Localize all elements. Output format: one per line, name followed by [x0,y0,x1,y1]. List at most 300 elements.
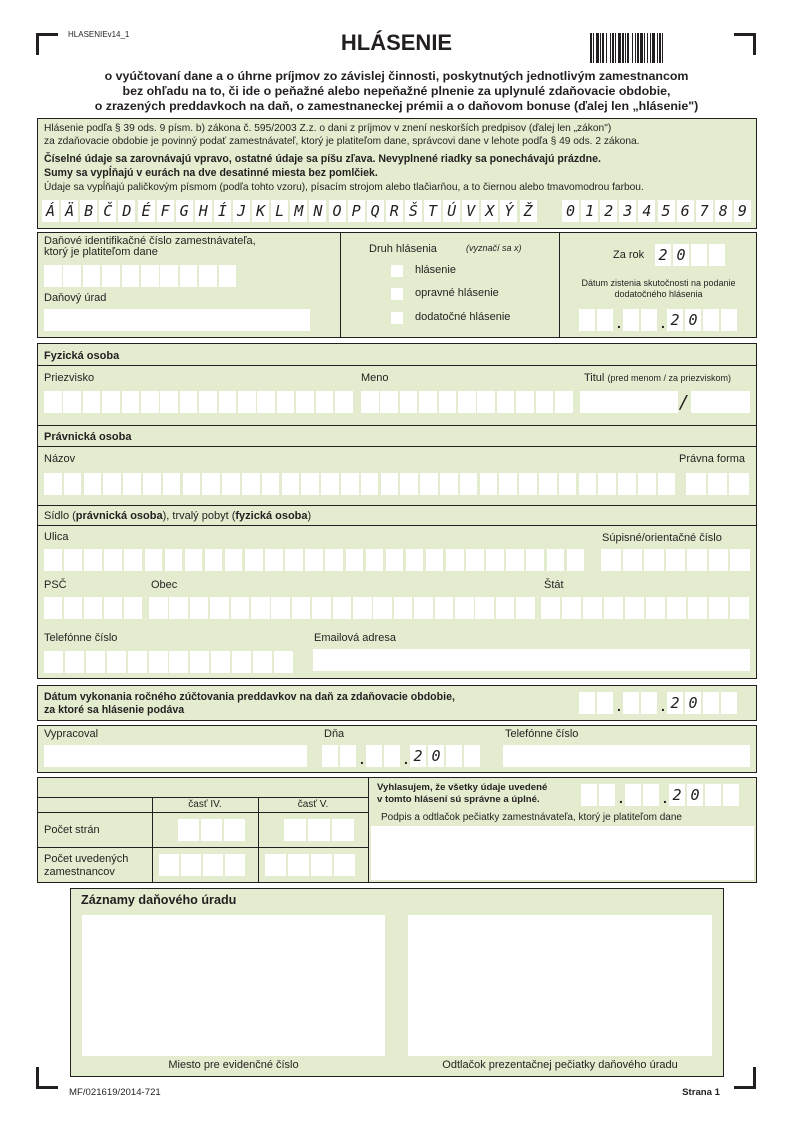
char-box[interactable] [165,549,183,571]
barcode-bar [650,33,651,63]
email-input[interactable] [313,649,750,671]
char-box[interactable] [271,597,290,619]
char-box[interactable] [644,549,664,571]
checkbox-opravne[interactable] [391,288,403,300]
char-box[interactable] [124,597,142,619]
char-box[interactable] [646,597,665,619]
char-box[interactable] [506,549,524,571]
sample-letter: O [329,200,346,222]
char-box[interactable] [123,473,141,495]
char-box[interactable] [282,473,300,495]
char-box[interactable] [516,391,534,413]
barcode-bar [596,33,599,63]
char-box[interactable] [667,597,686,619]
city-input[interactable] [149,597,533,619]
divider [38,525,756,526]
date-digit[interactable] [705,784,721,806]
date-digit[interactable] [599,784,615,806]
legal-form-input[interactable] [686,473,750,495]
sample-letter: Q [367,200,384,222]
char-box[interactable] [83,391,101,413]
char-box[interactable] [63,265,81,287]
sample-letter: Ž [520,200,537,222]
char-box[interactable] [686,473,706,495]
char-box[interactable] [104,549,122,571]
char-box[interactable] [128,651,147,673]
char-box[interactable] [406,549,424,571]
char-box[interactable] [44,651,63,673]
sample-letter: M [290,200,307,222]
char-box[interactable] [539,473,557,495]
barcode-bar [644,33,645,63]
barcode-bar [635,33,636,63]
title-slash: / [678,391,690,413]
barcode-bar [625,33,626,63]
char-box[interactable] [149,651,168,673]
char-box[interactable] [122,265,140,287]
char-box[interactable] [496,597,515,619]
char-box[interactable] [526,549,544,571]
char-box[interactable] [210,597,229,619]
char-box[interactable] [160,391,178,413]
char-box[interactable] [361,473,379,495]
char-box[interactable] [366,549,384,571]
street-input[interactable] [44,549,584,571]
char-box[interactable] [65,651,84,673]
char-box[interactable] [225,549,243,571]
char-box[interactable] [292,597,311,619]
type-hint: (vyznačí sa x) [466,243,522,253]
date-digit[interactable] [723,784,739,806]
char-box[interactable] [190,651,209,673]
char-box[interactable] [499,473,517,495]
char-box[interactable] [497,391,515,413]
char-box[interactable] [638,473,656,495]
instructions-text: Hlásenie podľa § 39 ods. 9 písm. b) zákona č. 595/2003 Z.z. o dani z príjmov v znení neskorších predpisov (ďalej len „zákon") [44,123,612,134]
char-box[interactable] [380,391,398,413]
char-box[interactable] [285,549,303,571]
char-box[interactable] [159,854,179,876]
sample-letter: T [424,200,441,222]
char-box[interactable] [242,473,260,495]
divider [38,505,756,506]
type-label: Druh hlásenia [369,243,437,255]
char-box[interactable] [381,473,399,495]
date-digit[interactable]: 2 [410,745,426,767]
date-digit[interactable] [446,745,462,767]
settlement-panel [37,685,757,721]
date-digit[interactable] [579,692,595,714]
char-box[interactable] [400,391,418,413]
char-box[interactable] [102,391,120,413]
date-separator: . [404,751,408,767]
char-box[interactable] [169,597,188,619]
sample-digit: 2 [600,200,617,222]
footer-code: MF/021619/2014-721 [69,1087,161,1098]
char-box[interactable] [414,597,433,619]
char-box[interactable] [625,597,644,619]
char-box[interactable] [618,473,636,495]
char-box[interactable] [598,473,616,495]
date-digit[interactable]: 0 [687,784,703,806]
char-box[interactable] [386,549,404,571]
year-input[interactable] [655,244,727,266]
office-input[interactable] [44,309,310,331]
char-box[interactable] [44,597,62,619]
name-label: Meno [361,372,389,384]
char-box[interactable] [562,597,581,619]
prepared-phone-input[interactable] [503,745,750,767]
char-box[interactable] [141,265,159,287]
char-box[interactable] [400,473,418,495]
char-box[interactable] [219,391,237,413]
char-box[interactable] [211,651,230,673]
date-digit[interactable] [641,692,657,714]
sample-digit: 7 [696,200,713,222]
office-heading: Záznamy daňového úradu [81,893,237,907]
char-box[interactable] [709,597,728,619]
office-stamp-label: Odtlačok prezentačnej pečiatky daňového úradu [442,1059,678,1071]
char-box[interactable] [219,265,237,287]
char-box[interactable] [301,473,319,495]
char-box[interactable] [435,597,454,619]
char-box[interactable] [730,597,749,619]
company-name-input[interactable] [44,473,676,495]
date-digit[interactable]: 2 [669,784,685,806]
char-box[interactable] [180,265,198,287]
date-digit[interactable] [579,309,595,331]
char-box[interactable] [440,473,458,495]
settlement-line: za ktoré sa hlásenie podáva [44,704,185,716]
char-box[interactable] [458,391,476,413]
finding-date-input[interactable] [579,309,749,331]
date-digit[interactable] [366,745,382,767]
char-box[interactable] [311,854,332,876]
char-box[interactable] [284,819,306,841]
date-digit[interactable] [721,692,737,714]
char-box[interactable] [353,597,372,619]
char-box[interactable] [104,597,122,619]
zip-input[interactable] [44,597,144,619]
char-box[interactable] [729,473,749,495]
char-box[interactable] [420,473,438,495]
surname-input[interactable] [44,391,354,413]
char-box[interactable] [64,549,82,571]
char-box[interactable] [709,549,729,571]
char-box[interactable] [222,473,240,495]
char-box[interactable] [202,473,220,495]
char-box[interactable] [439,391,457,413]
divider [340,233,341,337]
char-box[interactable] [296,391,314,413]
char-box[interactable] [262,473,280,495]
char-box[interactable] [305,549,323,571]
number-input[interactable] [601,549,751,571]
part5-employees-input[interactable] [265,854,359,876]
char-box[interactable] [346,549,364,571]
char-box[interactable] [44,549,62,571]
subtitle [0,69,793,114]
char-box[interactable] [199,391,217,413]
char-box[interactable] [178,819,199,841]
date-digit[interactable] [643,784,659,806]
date-digit[interactable]: 2 [667,692,683,714]
char-box[interactable] [547,549,565,571]
char-box[interactable] [361,391,379,413]
char-box[interactable] [107,651,126,673]
checkbox-hlasenie[interactable] [391,265,403,277]
char-box[interactable] [475,597,494,619]
char-box[interactable] [203,854,223,876]
char-box[interactable] [541,597,560,619]
char-box[interactable] [316,391,334,413]
office-label: Daňový úrad [44,292,107,304]
date-digit[interactable] [721,309,737,331]
surname-label: Priezvisko [44,372,95,384]
char-box[interactable] [181,854,201,876]
type-option: dodatočné hlásenie [415,311,511,323]
char-box[interactable] [84,473,102,495]
char-box[interactable] [559,473,577,495]
char-box[interactable] [205,549,223,571]
char-box[interactable] [224,819,245,841]
char-box[interactable] [658,473,676,495]
char-box[interactable] [63,391,81,413]
sample-letter: Ú [443,200,460,222]
char-box[interactable] [277,391,295,413]
sample-letter: Í [214,200,231,222]
prepared-date-input[interactable] [322,745,492,767]
char-box[interactable] [325,549,343,571]
char-box[interactable] [708,473,728,495]
barcode-bar [612,33,614,63]
sample-letter: G [176,200,193,222]
sample-digit: 4 [638,200,655,222]
char-box[interactable] [308,819,330,841]
date-digit[interactable] [340,745,356,767]
date-digit[interactable] [625,784,641,806]
barcode-bar [602,33,604,63]
sample-characters [42,199,754,223]
prepared-by-label: Vypracoval [44,728,99,740]
char-box[interactable] [486,549,504,571]
char-box[interactable] [426,549,444,571]
sample-letter: Á [42,200,59,222]
date-digit[interactable] [597,309,613,331]
date-digit[interactable] [384,745,400,767]
char-box[interactable] [86,651,105,673]
char-box[interactable] [332,819,354,841]
char-box[interactable] [185,549,203,571]
registration-number-label: Miesto pre evidenčné číslo [168,1059,299,1071]
title-label-text: Titul [584,372,605,384]
char-box[interactable] [231,597,250,619]
char-box[interactable] [160,265,178,287]
date-digit[interactable]: 2 [667,309,683,331]
char-box[interactable] [394,597,413,619]
char-box[interactable] [567,549,585,571]
divider [38,425,756,426]
char-box[interactable] [373,597,392,619]
char-box[interactable] [455,597,474,619]
date-digit[interactable]: 0 [428,745,444,767]
prepared-panel [37,725,757,773]
char-box[interactable] [124,549,142,571]
char-box[interactable] [312,597,331,619]
char-box[interactable] [460,473,478,495]
char-box[interactable] [201,819,222,841]
divider [38,847,368,848]
finding-date-line: dodatočného hlásenia [614,289,703,299]
char-box[interactable] [466,549,484,571]
char-box[interactable] [232,651,251,673]
date-digit[interactable] [623,692,639,714]
char-box[interactable] [84,549,102,571]
signature-label: Podpis a odtlačok pečiatky zamestnávateľa, ktorý je platiteľom dane [381,812,682,823]
company-heading: Právnická osoba [44,431,132,443]
barcode-bar [657,33,658,63]
char-box[interactable] [604,597,623,619]
char-box[interactable] [623,549,643,571]
char-box[interactable] [253,651,272,673]
char-box[interactable] [44,473,62,495]
date-digit[interactable] [703,309,719,331]
char-box[interactable] [44,391,62,413]
char-box[interactable] [143,473,161,495]
part5-pages-input[interactable] [284,819,358,841]
sample-letter: N [309,200,326,222]
char-box[interactable] [245,549,263,571]
date-digit[interactable]: 0 [685,692,701,714]
char-box[interactable] [519,473,537,495]
char-box[interactable] [149,597,168,619]
date-digit[interactable] [581,784,597,806]
divider [38,812,368,813]
char-box[interactable] [419,391,437,413]
char-box[interactable] [730,549,750,571]
char-box[interactable] [477,391,495,413]
phone-input[interactable] [44,651,294,673]
sample-letter: R [386,200,403,222]
dic-label-line: Daňové identifikačné číslo zamestnávateľa, [44,235,256,247]
address-text: ) [307,510,312,522]
declaration-date-input[interactable] [581,784,751,806]
char-box[interactable] [141,391,159,413]
state-input[interactable] [541,597,751,619]
char-box[interactable] [145,549,163,571]
char-box[interactable] [83,265,101,287]
char-box[interactable] [44,265,62,287]
char-box[interactable] [666,549,686,571]
char-box[interactable] [238,391,256,413]
corner-mark-bottom-right [734,1067,756,1089]
dic-input[interactable] [44,265,244,287]
char-box[interactable] [341,473,359,495]
zip-label: PSČ [44,579,67,591]
char-box[interactable] [84,597,102,619]
char-box[interactable] [688,597,707,619]
date-digit[interactable] [597,692,613,714]
part4-employees-input[interactable] [159,854,249,876]
char-box[interactable] [555,391,573,413]
char-box[interactable] [257,391,275,413]
street-label: Ulica [44,531,69,543]
char-box[interactable] [265,854,286,876]
char-box[interactable] [516,597,535,619]
char-box[interactable] [446,549,464,571]
settlement-date-input[interactable] [579,692,749,714]
checkbox-dodatocne[interactable] [391,312,403,324]
title-hint: (pred menom / za priezviskom) [607,373,731,383]
char-box[interactable] [288,854,309,876]
char-box[interactable] [251,597,270,619]
date-digit[interactable]: 0 [685,309,701,331]
part4-label: časť IV. [188,799,222,810]
type-option: opravné hlásenie [415,287,499,299]
char-box[interactable] [103,473,121,495]
char-box[interactable] [122,391,140,413]
char-box[interactable] [536,391,554,413]
char-box[interactable] [335,391,353,413]
char-box[interactable] [333,597,352,619]
date-digit[interactable] [623,309,639,331]
divider [368,778,369,882]
char-box[interactable] [265,549,283,571]
char-box[interactable] [321,473,339,495]
char-box[interactable] [190,597,209,619]
signature-field[interactable] [371,826,754,880]
char-box[interactable] [64,473,82,495]
char-box[interactable] [225,854,245,876]
part4-pages-input[interactable] [178,819,248,841]
char-box[interactable] [687,549,707,571]
registration-number-area [82,915,385,1056]
barcode-bar [640,33,643,63]
char-box[interactable] [102,265,120,287]
char-box[interactable] [163,473,181,495]
office-stamp-area [408,915,712,1056]
char-box[interactable] [583,597,602,619]
year-digit-box[interactable] [691,244,707,266]
date-digit[interactable] [641,309,657,331]
year-digit-box[interactable] [709,244,725,266]
sample-letter: Š [405,200,422,222]
char-box[interactable] [199,265,217,287]
char-box[interactable] [480,473,498,495]
date-separator: . [661,315,665,331]
pages-label: Počet strán [44,824,100,836]
sample-digit: 1 [581,200,598,222]
char-box[interactable] [601,549,621,571]
title-before-input[interactable] [580,391,678,413]
char-box[interactable] [274,651,293,673]
barcode-bar [632,33,633,63]
title-after-input[interactable] [691,391,750,413]
date-digit[interactable] [322,745,338,767]
prepared-by-input[interactable] [44,745,307,767]
char-box[interactable] [64,597,82,619]
name-input[interactable] [361,391,575,413]
char-box[interactable] [183,473,201,495]
char-box[interactable] [180,391,198,413]
finding-date-label [559,278,758,300]
char-box[interactable] [334,854,355,876]
date-digit[interactable] [703,692,719,714]
char-box[interactable] [169,651,188,673]
char-box[interactable] [579,473,597,495]
employees-label [44,853,128,879]
date-digit[interactable] [464,745,480,767]
